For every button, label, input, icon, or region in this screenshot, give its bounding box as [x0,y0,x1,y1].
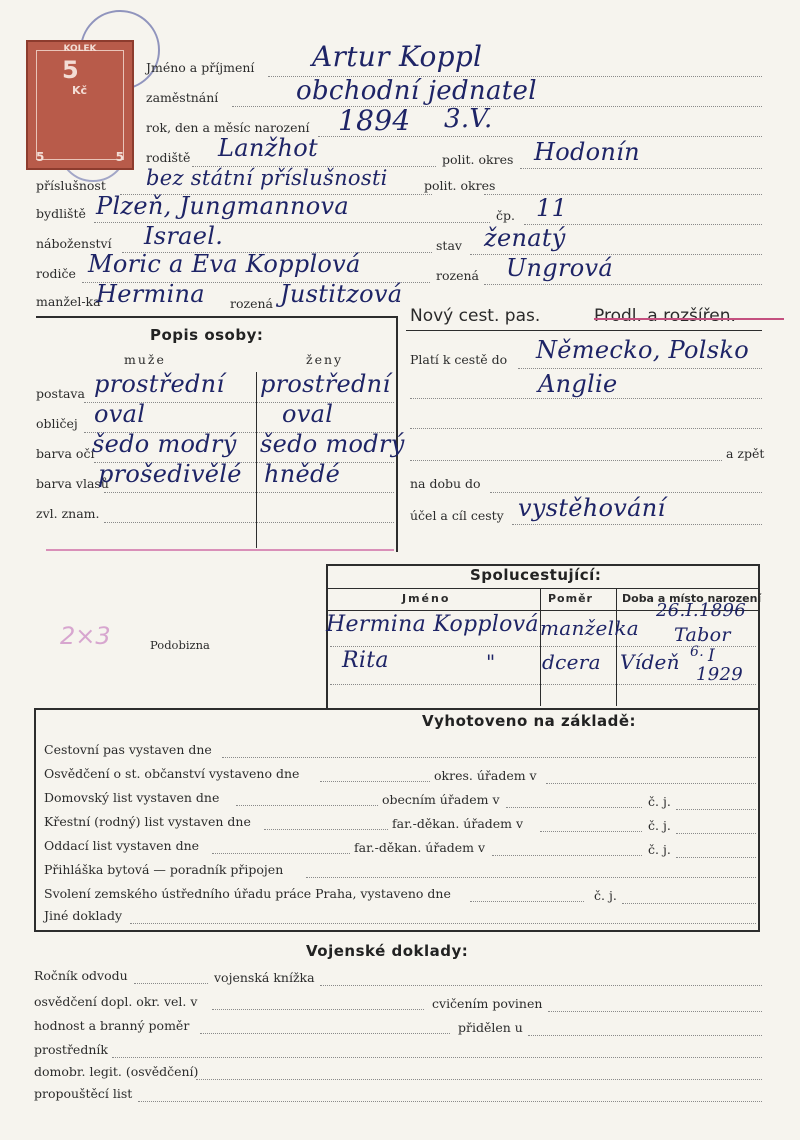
pink-underline [46,549,394,551]
house-number-value: 11 [536,194,568,222]
birth-label: rok, den a měsíc narození [146,120,310,135]
issued-row-label: Křestní (rodný) list vystaven dne [44,814,251,829]
companion-row-line [330,684,756,685]
occupation-label: zaměstnání [146,90,219,105]
companion-relation: manželka [540,616,639,640]
district2-line [484,194,762,195]
residence-value: Plzeň, Jungmannova [96,192,349,220]
parents-value: Moric a Eva Kopplová [88,250,361,278]
valid-value-1: Německo, Polsko [536,336,749,364]
passport-rule [406,330,762,331]
companion-birth-place: Vídeň [620,650,680,674]
military-cert-label: osvědčení dopl. okr. vel. v [34,994,198,1009]
district-label: polit. okres [442,152,514,167]
men-column-header: muže [124,352,166,367]
description-row-label: zvl. znam. [36,506,100,521]
description-man-value: oval [94,400,146,428]
issued-row-end: č. j. [648,794,671,809]
issued-row-end: č. j. [594,888,617,903]
spouse-value: Hermina [96,280,205,308]
name-label: Jméno a příjmení [146,60,255,75]
companion-birth-year: 1929 [696,664,744,685]
companion-birth-month: I [708,646,716,666]
district2-label: polit. okres [424,178,496,193]
district-value: Hodonín [534,138,640,166]
military-line [112,1057,762,1058]
issued-row-label: Domovský list vystaven dne [44,790,220,805]
spouse-label: manžel-ka [36,294,101,309]
military-discharge-label: propouštěcí list [34,1086,133,1101]
military-exercise-label: cvičením povinen [432,996,543,1011]
issued-row-label: Přihláška bytová — poradník připojen [44,862,284,877]
marital-status-value: ženatý [484,224,566,252]
stamp-value: 5 [62,56,79,84]
district-line [520,168,762,169]
issued-row-label: Jiné doklady [44,908,123,923]
spouse-born-label: rozená [230,296,273,311]
purpose-label: účel a cíl cesty [410,508,504,523]
military-line [320,985,762,986]
issued-row-line [264,829,388,830]
military-year-label: Ročník odvodu [34,968,128,983]
companion-relation: " [486,650,496,674]
revenue-stamp [26,40,134,170]
description-row-label: postava [36,386,85,401]
military-line [212,1009,424,1010]
issued-row-line [676,857,756,858]
military-line [200,1033,450,1034]
marital-status-label: stav [436,238,462,253]
description-woman-value: hnědé [264,460,341,488]
companion-name: Hermina Kopplová [326,612,539,637]
valid-line-2 [410,398,762,399]
issued-row-line [540,831,642,832]
issued-row-line [676,833,756,834]
issued-row-mid: far.-děkan. úřadem v [354,840,486,855]
birth-day-month-value: 3.V. [444,104,493,134]
issued-row-line [236,805,378,806]
companion-birth-date: 26.I.1896 [656,600,746,621]
companions-divider-2 [616,588,617,708]
military-line [134,983,208,984]
occupation-line [232,106,762,107]
military-domobr-label: domobr. legit. (osvědčení) [34,1064,199,1079]
and-back-label: a zpět [726,446,765,461]
stamp-border [36,50,124,160]
valid-line [518,368,762,369]
stamp-corner-right: 5 [115,150,124,164]
extended-strikethrough [594,318,784,320]
occupation-value: obchodní jednatel [296,76,537,106]
religion-value: Israel. [144,222,224,250]
issued-row-line [130,923,756,924]
companions-col-name: Jméno [402,592,451,605]
extended-passport-label: Prodl. a rozšířen. [594,306,736,326]
issued-row-label: Cestovní pas vystaven dne [44,742,212,757]
house-number-label: čp. [496,208,515,223]
issued-row-mid: far.-děkan. úřadem v [392,816,524,831]
issued-top-rule [326,708,760,710]
companions-title-rule [326,588,760,589]
description-row-line [104,522,394,523]
description-man-value: prošedivělé [98,460,242,488]
birth-year-value: 1894 [338,104,411,137]
issued-row-label: Oddací list vystaven dne [44,838,200,853]
description-row-line [104,492,394,493]
mother-born-value: Ungrová [506,254,613,282]
name-value: Artur Koppl [312,40,483,73]
valid-label: Platí k cestě do [410,352,508,367]
companion-name: Rita [342,648,389,673]
military-title: Vojenské doklady: [306,942,469,960]
companion-birth-day: 6. [690,644,704,660]
description-row-label: barva očí [36,446,95,461]
description-woman-value: šedo modrý [260,430,405,458]
issued-row-line [212,853,350,854]
issued-row-end: č. j. [648,818,671,833]
women-column-header: ženy [306,352,344,367]
citizenship-label: příslušnost [36,178,106,193]
issued-row-line [546,783,756,784]
valid-value-2: Anglie [538,370,618,398]
stamp-top-text: KOLEK [63,44,97,54]
description-man-value: prostřední [94,370,225,398]
military-line [528,1035,762,1036]
companions-col-relation: Poměr [548,592,593,605]
description-title: Popis osoby: [150,326,264,344]
spouse-born-value: Justitzová [280,280,403,308]
military-line [138,1101,762,1102]
issued-row-mid: okres. úřadem v [434,768,537,783]
mother-born-label: rozená [436,268,479,283]
companion-relation-extra: dcera [542,650,601,674]
issued-row-end: č. j. [648,842,671,857]
issued-row-line [320,781,430,782]
military-rank-label: hodnost a branný poměr [34,1018,190,1033]
issued-row-mid: obecním úřadem v [382,792,500,807]
military-line [548,1011,762,1012]
citizenship-value: bez státní příslušnosti [146,166,388,190]
religion-label: náboženství [36,236,112,251]
description-woman-value: prostřední [260,370,391,398]
description-row-label: barva vlasů [36,476,109,491]
mother-born-line [484,284,762,285]
stamp-corner-left: 5 [36,150,45,164]
duration-label: na dobu do [410,476,481,491]
issued-row-line [470,901,584,902]
description-row-label: obličej [36,416,78,431]
issued-row-line [306,877,756,878]
valid-line-4 [410,460,722,461]
companions-divider-1 [540,588,541,708]
issued-row-line [506,807,642,808]
issued-row-line [222,757,756,758]
duration-line [490,492,762,493]
issued-row-label: Osvědčení o st. občanství vystaveno dne [44,766,300,781]
parents-label: rodiče [36,266,76,281]
issued-row-line [492,855,642,856]
stamp-currency: Kč [72,84,88,97]
residence-label: bydliště [36,206,86,221]
photo-size-mark: 2×3 [60,622,111,650]
military-mediator-label: prostředník [34,1042,108,1057]
issued-row-line [676,809,756,810]
issued-row-line [622,903,756,904]
description-man-value: šedo modrý [92,430,237,458]
purpose-value: vystěhování [518,494,666,522]
military-line [196,1079,762,1080]
new-passport-label: Nový cest. pas. [410,306,541,326]
companions-col-birth: Doba a místo narození [622,592,762,605]
military-assigned-label: přidělen u [458,1020,523,1035]
birthplace-label: rodiště [146,150,191,165]
valid-line-3 [410,428,762,429]
purpose-line [512,524,762,525]
issued-title: Vyhotoveno na základě: [422,712,637,730]
photo-label: Podobizna [150,638,210,652]
military-book-label: vojenská knížka [214,970,315,985]
description-woman-value: oval [282,400,334,428]
companion-birth-place: Tabor [674,624,731,646]
companions-title: Spolucestující: [470,566,602,584]
birthplace-value: Lanžhot [218,134,318,162]
issued-row-label: Svolení zemského ústředního úřadu práce Praha, vystaveno dne [44,886,451,901]
